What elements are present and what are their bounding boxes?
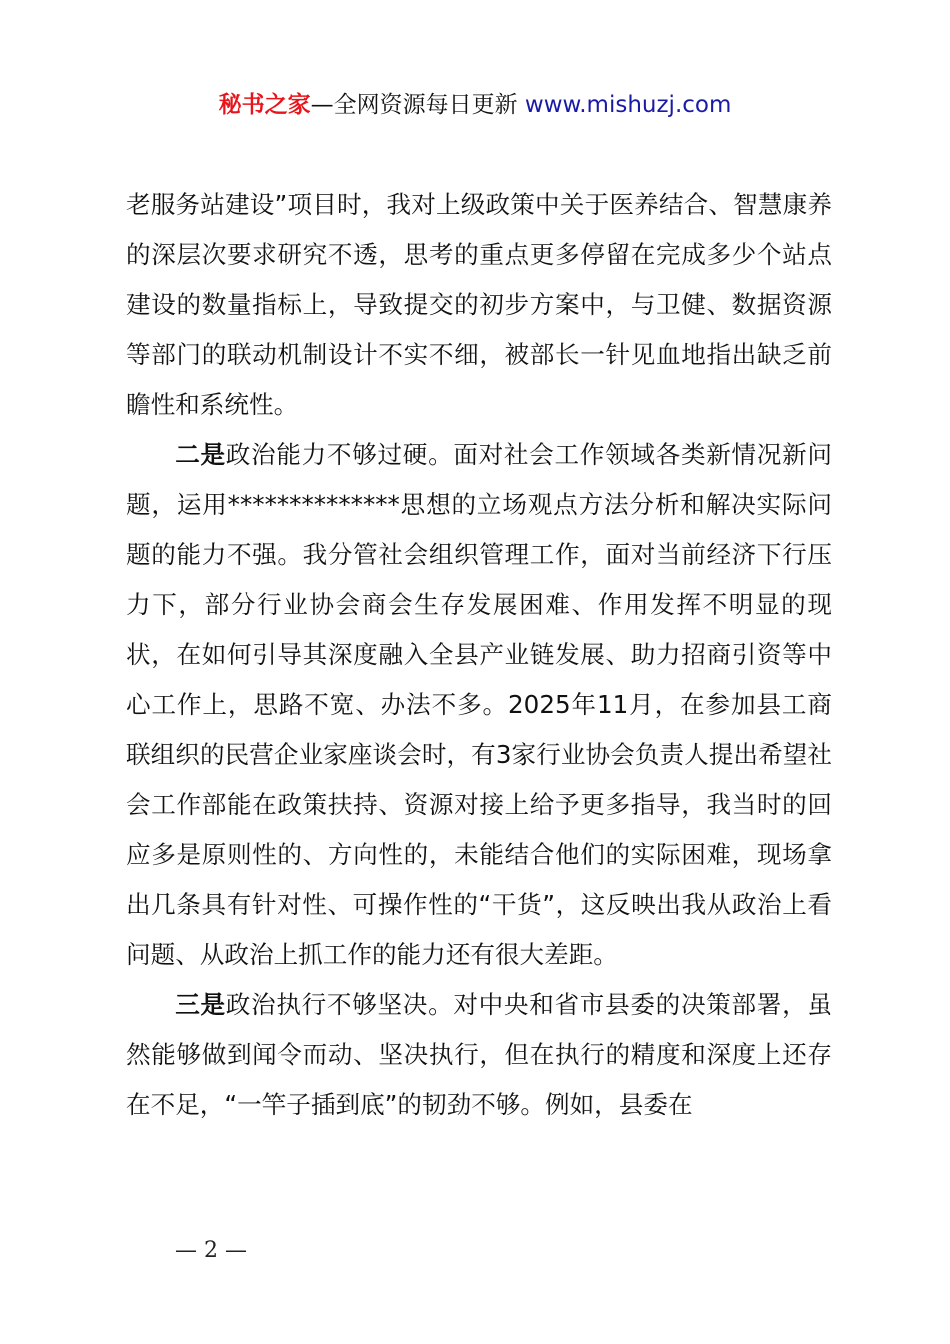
paragraph-text: 老服务站建设”项目时，我对上级政策中关于医养结合、智慧康养的深层次要求研究不透，思考的重点更多停留在完成多少个站点建设的数量指标上，导致提交的初步方案中，与卫健、数据资源等部门的联动机制设计不实不细，被部长一针见血地指出缺乏前瞻性和系统性。 xyxy=(126,190,832,419)
page-number: — 2 — xyxy=(175,1238,247,1263)
page-header xyxy=(0,88,950,122)
paragraph-point-three xyxy=(126,980,832,1130)
paragraph-lead: 二是 xyxy=(175,440,226,469)
brand-name: 秘书之家 xyxy=(218,92,311,118)
header-tagline: —全网资源每日更新 xyxy=(310,92,525,118)
website-link[interactable]: www.mishuzj.com xyxy=(524,92,732,118)
document-body xyxy=(126,180,832,1130)
paragraph-text: 政治能力不够过硬。面对社会工作领域各类新情况新问题，运用**************思想的立场观点方法分析和解决实际问题的能力不强。我分管社会组织管理工作，面对当前经济下行压力下，部分行业协会商会生存发展困难、作用发挥不明显的现状，在如何引导其深度融入全县产业链发展、助力招商引资等中心工作上，思路不宽、办法不多。2025年11月，在参加县工商联组织的民营企业家座谈会时，有3家行业协会负责人提出希望社会工作部能在政策扶持、资源对接上给予更多指导，我当时的回应多是原则性的、方向性的，未能结合他们的实际困难，现场拿出几条具有针对性、可操作性的“干货”，这反映出我从政治上看问题、从政治上抓工作的能力还有很大差距。 xyxy=(126,440,832,969)
paragraph-lead: 三是 xyxy=(175,990,226,1019)
paragraph-continued xyxy=(126,180,832,430)
paragraph-text: 政治执行不够坚决。对中央和省市县委的决策部署，虽然能够做到闻令而动、坚决执行，但在执行的精度和深度上还存在不足，“一竿子插到底”的韧劲不够。例如，县委在 xyxy=(126,990,832,1119)
paragraph-point-two xyxy=(126,430,832,980)
